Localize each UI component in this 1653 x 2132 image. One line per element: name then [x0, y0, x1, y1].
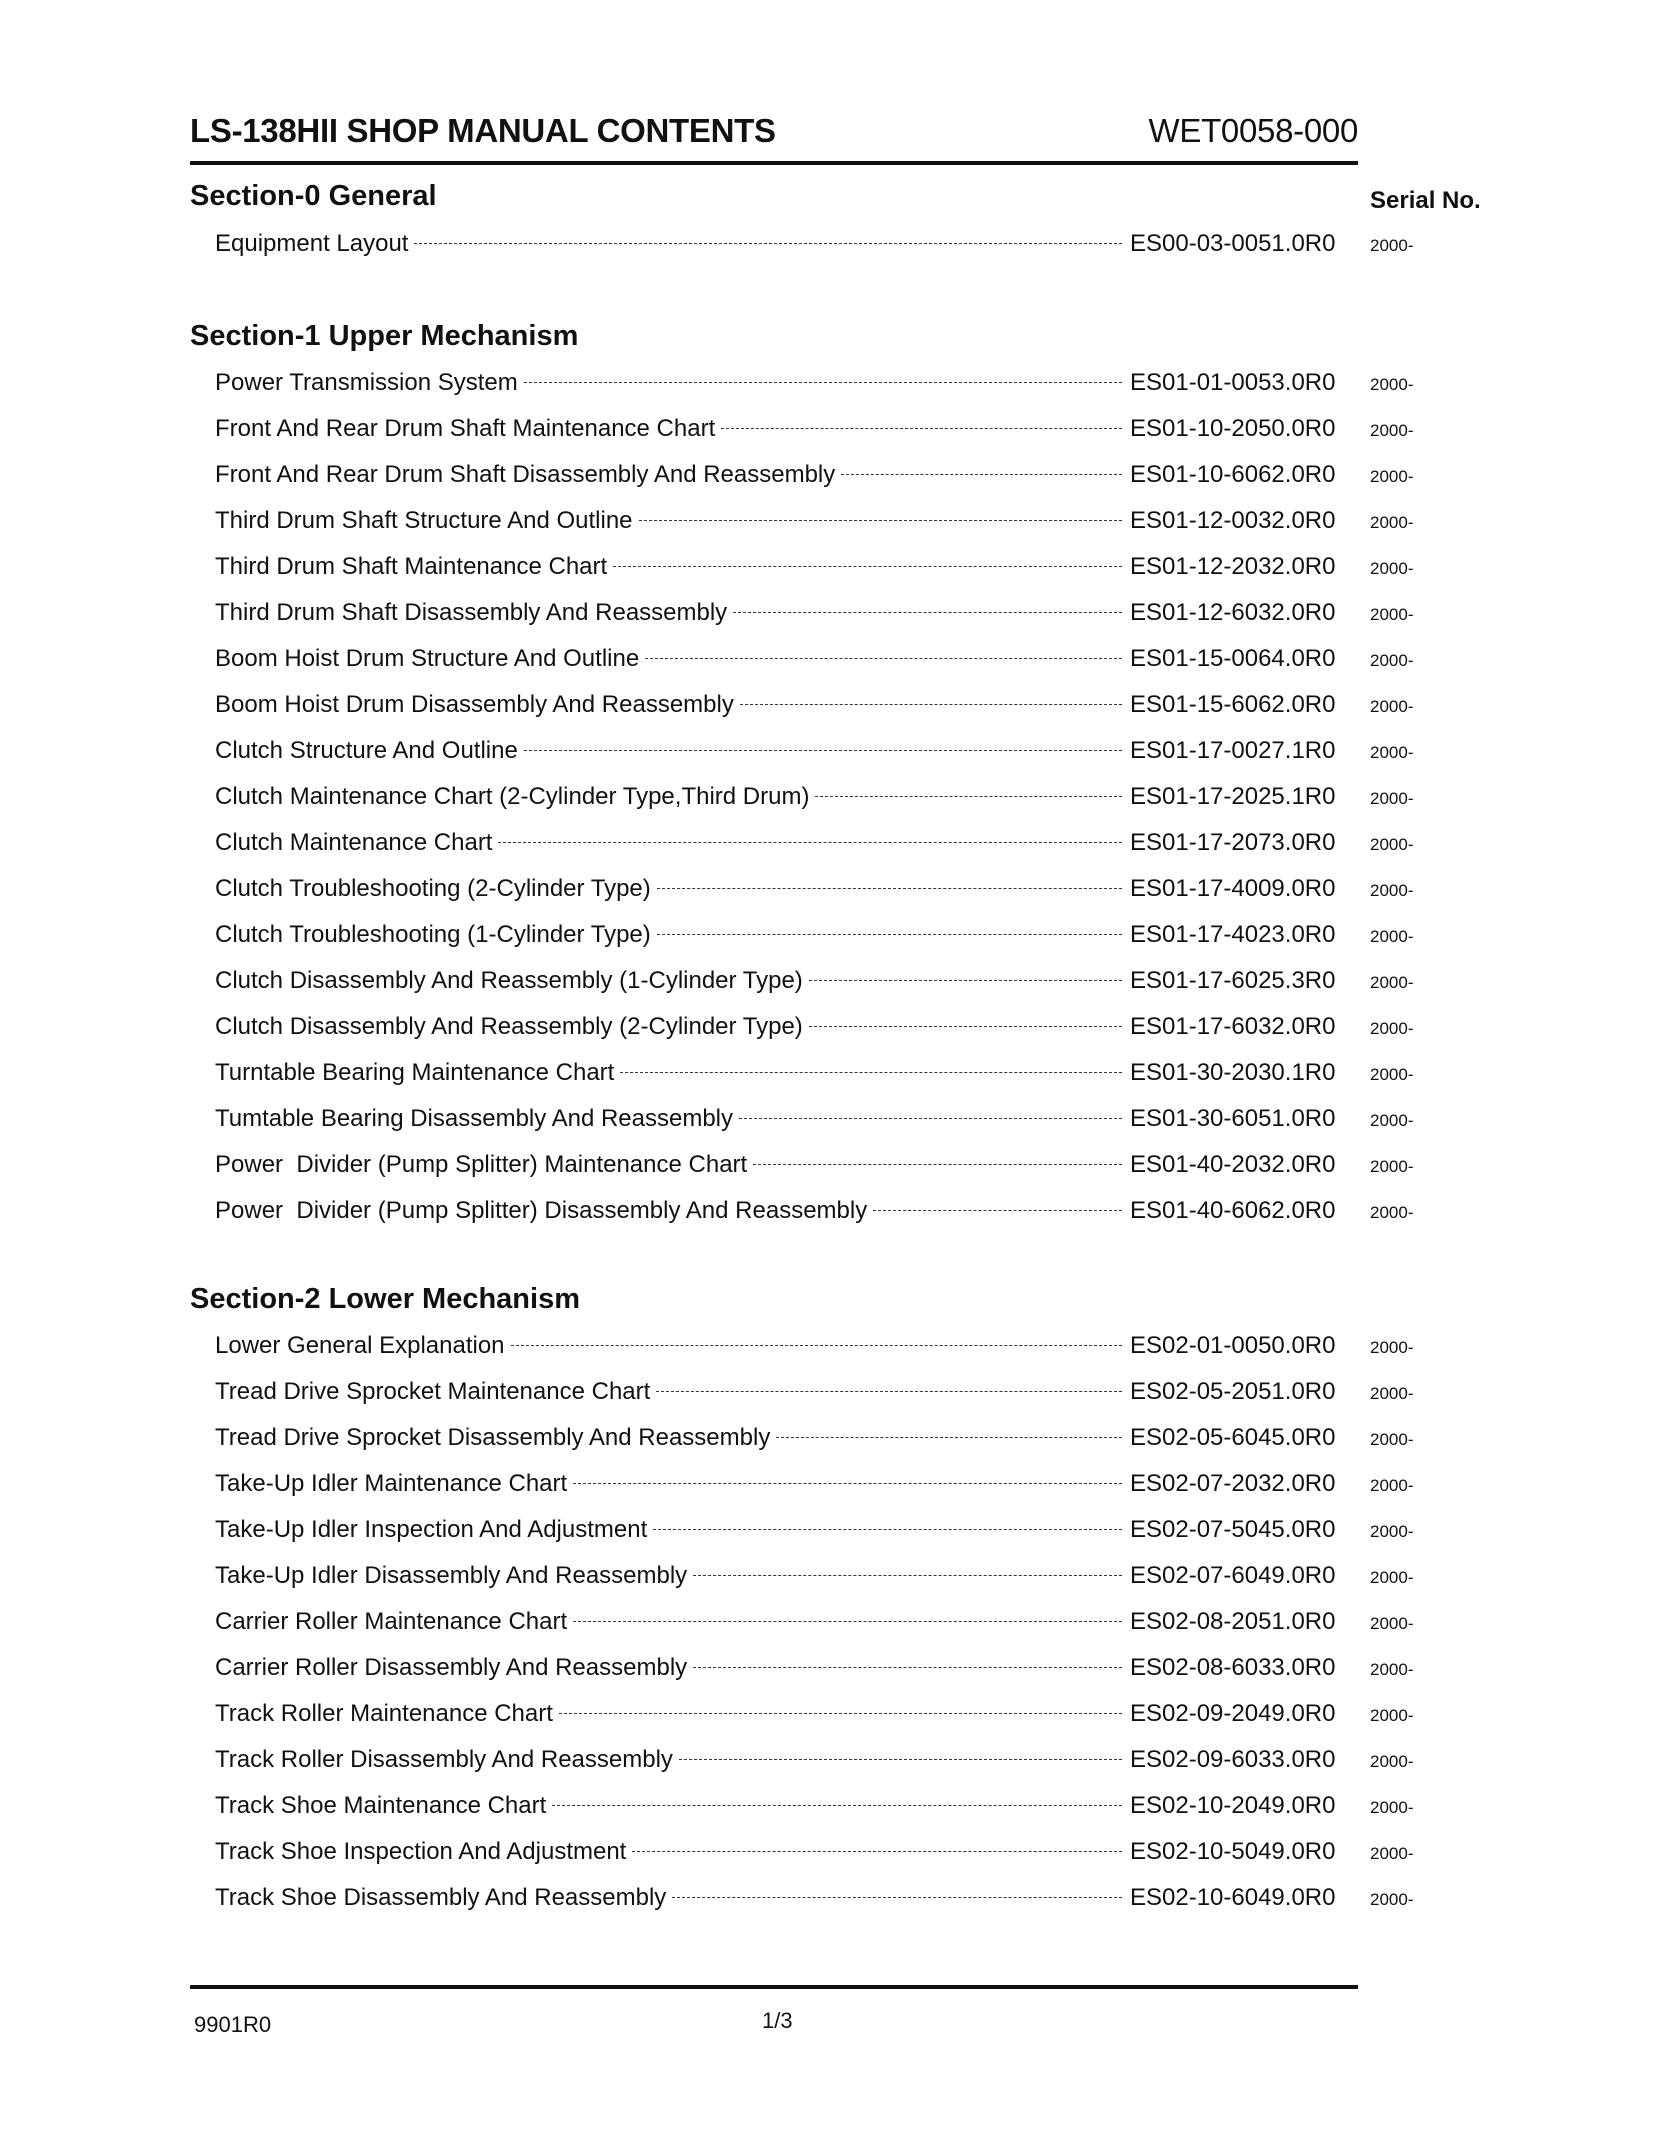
- entry-serial: 2000-: [1370, 697, 1414, 716]
- entry-serial: 2000-: [1370, 651, 1414, 670]
- page-header: [190, 112, 1358, 162]
- entry-title: Carrier Roller Maintenance Chart: [215, 1608, 568, 1635]
- toc-entry: [215, 1792, 1430, 1826]
- entry-title: Clutch Maintenance Chart: [215, 829, 493, 856]
- toc-entry: [215, 875, 1430, 909]
- entry-code: ES02-08-6033.0R0: [1130, 1654, 1336, 1681]
- entry-serial: 2000-: [1370, 1111, 1414, 1130]
- entry-code: ES01-17-2073.0R0: [1130, 829, 1336, 856]
- header-rule: [190, 161, 1358, 165]
- entry-code: ES01-12-0032.0R0: [1130, 507, 1336, 534]
- entry-title: Power Divider (Pump Splitter) Disassembly And Reassembly: [215, 1197, 868, 1224]
- entry-serial: 2000-: [1370, 236, 1414, 255]
- entry-serial: 2000-: [1370, 1019, 1414, 1038]
- entry-title: Boom Hoist Drum Disassembly And Reassembly: [215, 691, 734, 718]
- dot-leader: [573, 1620, 1122, 1622]
- entry-title: Track Shoe Maintenance Chart: [215, 1792, 547, 1819]
- page-title: LS-138HII SHOP MANUAL CONTENTS: [190, 112, 776, 149]
- entry-code: ES01-12-6032.0R0: [1130, 599, 1336, 626]
- toc-entry: [215, 691, 1430, 725]
- entry-serial: 2000-: [1370, 467, 1414, 486]
- entry-serial: 2000-: [1370, 375, 1414, 394]
- entry-serial: 2000-: [1370, 743, 1414, 762]
- dot-leader: [639, 519, 1122, 521]
- entry-code: ES02-09-2049.0R0: [1130, 1700, 1336, 1727]
- toc-entry: [215, 1105, 1430, 1139]
- toc-entry: [215, 507, 1430, 541]
- entry-code: ES02-08-2051.0R0: [1130, 1608, 1336, 1635]
- entry-serial: 2000-: [1370, 1065, 1414, 1084]
- entry-title: Tumtable Bearing Disassembly And Reassembly: [215, 1105, 734, 1132]
- entry-serial: 2000-: [1370, 1157, 1414, 1176]
- dot-leader: [809, 979, 1122, 981]
- entry-serial: 2000-: [1370, 559, 1414, 578]
- document-number: WET0058-000: [1148, 112, 1358, 149]
- entry-code: ES01-17-4009.0R0: [1130, 875, 1336, 902]
- entry-code: ES01-17-0027.1R0: [1130, 737, 1336, 764]
- entry-code: ES01-01-0053.0R0: [1130, 369, 1336, 396]
- entry-code: ES01-10-2050.0R0: [1130, 415, 1336, 442]
- entry-title: Take-Up Idler Maintenance Chart: [215, 1470, 568, 1497]
- entry-code: ES02-05-2051.0R0: [1130, 1378, 1336, 1405]
- dot-leader: [653, 1528, 1122, 1530]
- entry-code: ES01-12-2032.0R0: [1130, 553, 1336, 580]
- dot-leader: [573, 1482, 1122, 1484]
- entry-serial: 2000-: [1370, 605, 1414, 624]
- entry-serial: 2000-: [1370, 1890, 1414, 1909]
- toc-entry: [215, 1838, 1430, 1872]
- entry-title: Lower General Explanation: [215, 1332, 505, 1359]
- entry-title: Tread Drive Sprocket Maintenance Chart: [215, 1378, 651, 1405]
- dot-leader: [809, 1025, 1122, 1027]
- entry-serial: 2000-: [1370, 1752, 1414, 1771]
- dot-leader: [739, 1117, 1122, 1119]
- entry-serial: 2000-: [1370, 1798, 1414, 1817]
- entry-code: ES02-01-0050.0R0: [1130, 1332, 1336, 1359]
- dot-leader: [620, 1071, 1122, 1073]
- entry-code: ES01-17-4023.0R0: [1130, 921, 1336, 948]
- toc-entry: [215, 1013, 1430, 1047]
- entry-code: ES01-40-2032.0R0: [1130, 1151, 1336, 1178]
- section-heading: Section-2 Lower Mechanism: [190, 1283, 580, 1315]
- toc-entry: [215, 1197, 1430, 1231]
- section-heading: Section-0 General: [190, 180, 437, 212]
- entry-title: Front And Rear Drum Shaft Maintenance Chart: [215, 415, 716, 442]
- toc-entry: [215, 1608, 1430, 1642]
- toc-entry: [215, 599, 1430, 633]
- entry-code: ES01-17-6025.3R0: [1130, 967, 1336, 994]
- dot-leader: [613, 565, 1122, 567]
- entry-title: Track Roller Disassembly And Reassembly: [215, 1746, 673, 1773]
- dot-leader: [873, 1209, 1122, 1211]
- entry-serial: 2000-: [1370, 1384, 1414, 1403]
- dot-leader: [693, 1666, 1122, 1668]
- footer-rule: [190, 1985, 1358, 1989]
- dot-leader: [672, 1896, 1122, 1898]
- toc-entry: [215, 1470, 1430, 1504]
- toc-entry: [215, 1746, 1430, 1780]
- toc-entry: [215, 1424, 1430, 1458]
- entry-serial: 2000-: [1370, 421, 1414, 440]
- entry-code: ES02-07-5045.0R0: [1130, 1516, 1336, 1543]
- toc-entry: [215, 1151, 1430, 1185]
- dot-leader: [721, 427, 1122, 429]
- dot-leader: [657, 887, 1122, 889]
- entry-serial: 2000-: [1370, 1203, 1414, 1222]
- entry-serial: 2000-: [1370, 789, 1414, 808]
- dot-leader: [656, 1390, 1122, 1392]
- entry-code: ES02-10-5049.0R0: [1130, 1838, 1336, 1865]
- entry-code: ES01-10-6062.0R0: [1130, 461, 1336, 488]
- entry-title: Track Shoe Inspection And Adjustment: [215, 1838, 627, 1865]
- dot-leader: [498, 841, 1122, 843]
- entry-title: Boom Hoist Drum Structure And Outline: [215, 645, 640, 672]
- entry-title: Third Drum Shaft Maintenance Chart: [215, 553, 608, 580]
- toc-entry: [215, 1516, 1430, 1550]
- toc-entry: [215, 737, 1430, 771]
- entry-title: Carrier Roller Disassembly And Reassembly: [215, 1654, 688, 1681]
- entry-serial: 2000-: [1370, 1568, 1414, 1587]
- entry-serial: 2000-: [1370, 1706, 1414, 1725]
- toc-entry: [215, 921, 1430, 955]
- entry-serial: 2000-: [1370, 1522, 1414, 1541]
- entry-serial: 2000-: [1370, 881, 1414, 900]
- toc-entry: [215, 461, 1430, 495]
- toc-entry: [215, 967, 1430, 1001]
- dot-leader: [753, 1163, 1122, 1165]
- dot-leader: [559, 1712, 1122, 1714]
- entry-title: Take-Up Idler Disassembly And Reassembly: [215, 1562, 688, 1589]
- entry-code: ES02-09-6033.0R0: [1130, 1746, 1336, 1773]
- entry-serial: 2000-: [1370, 835, 1414, 854]
- entry-serial: 2000-: [1370, 1660, 1414, 1679]
- entry-code: ES02-10-2049.0R0: [1130, 1792, 1336, 1819]
- toc-entry: [215, 369, 1430, 403]
- dot-leader: [645, 657, 1122, 659]
- entry-serial: 2000-: [1370, 1430, 1414, 1449]
- entry-code: ES02-07-2032.0R0: [1130, 1470, 1336, 1497]
- entry-title: Clutch Maintenance Chart (2-Cylinder Type,Third Drum): [215, 783, 810, 810]
- dot-leader: [740, 703, 1122, 705]
- dot-leader: [632, 1850, 1122, 1852]
- entry-serial: 2000-: [1370, 1338, 1414, 1357]
- entry-code: ES01-40-6062.0R0: [1130, 1197, 1336, 1224]
- dot-leader: [841, 473, 1122, 475]
- toc-entry: [215, 230, 1430, 264]
- entry-title: Front And Rear Drum Shaft Disassembly And Reassembly: [215, 461, 836, 488]
- toc-entry: [215, 783, 1430, 817]
- entry-serial: 2000-: [1370, 973, 1414, 992]
- toc-entry: [215, 645, 1430, 679]
- serial-column-heading: Serial No.: [1370, 187, 1481, 214]
- entry-title: Track Shoe Disassembly And Reassembly: [215, 1884, 667, 1911]
- entry-code: ES01-15-0064.0R0: [1130, 645, 1336, 672]
- entry-title: Turntable Bearing Maintenance Chart: [215, 1059, 615, 1086]
- entry-title: Equipment Layout: [215, 230, 409, 257]
- toc-entry: [215, 1654, 1430, 1688]
- entry-code: ES02-07-6049.0R0: [1130, 1562, 1336, 1589]
- entry-code: ES02-05-6045.0R0: [1130, 1424, 1336, 1451]
- dot-leader: [776, 1436, 1122, 1438]
- page-number: 1/3: [762, 2008, 793, 2033]
- dot-leader: [511, 1344, 1122, 1346]
- dot-leader: [733, 611, 1122, 613]
- revision-code: 9901R0: [194, 2012, 272, 2037]
- entry-title: Power Divider (Pump Splitter) Maintenance Chart: [215, 1151, 748, 1178]
- toc-entry: [215, 1059, 1430, 1093]
- dot-leader: [657, 933, 1122, 935]
- dot-leader: [552, 1804, 1122, 1806]
- entry-serial: 2000-: [1370, 513, 1414, 532]
- entry-code: ES01-30-6051.0R0: [1130, 1105, 1336, 1132]
- entry-code: ES01-30-2030.1R0: [1130, 1059, 1336, 1086]
- toc-entry: [215, 1332, 1430, 1366]
- toc-entry: [215, 1562, 1430, 1596]
- entry-title: Tread Drive Sprocket Disassembly And Reassembly: [215, 1424, 771, 1451]
- dot-leader: [693, 1574, 1122, 1576]
- toc-entry: [215, 1884, 1430, 1918]
- entry-title: Third Drum Shaft Structure And Outline: [215, 507, 633, 534]
- toc-entry: [215, 829, 1430, 863]
- toc-entry: [215, 1378, 1430, 1412]
- entry-title: Clutch Troubleshooting (2-Cylinder Type): [215, 875, 651, 902]
- section-heading: Section-1 Upper Mechanism: [190, 320, 579, 352]
- entry-code: ES00-03-0051.0R0: [1130, 230, 1336, 257]
- entry-code: ES01-15-6062.0R0: [1130, 691, 1336, 718]
- entry-code: ES01-17-2025.1R0: [1130, 783, 1336, 810]
- dot-leader: [679, 1758, 1122, 1760]
- entry-serial: 2000-: [1370, 1844, 1414, 1863]
- entry-title: Track Roller Maintenance Chart: [215, 1700, 553, 1727]
- toc-entry: [215, 415, 1430, 449]
- dot-leader: [815, 795, 1122, 797]
- entry-code: ES01-17-6032.0R0: [1130, 1013, 1336, 1040]
- dot-leader: [524, 381, 1122, 383]
- entry-title: Take-Up Idler Inspection And Adjustment: [215, 1516, 648, 1543]
- dot-leader: [414, 242, 1122, 244]
- entry-title: Clutch Disassembly And Reassembly (2-Cylinder Type): [215, 1013, 803, 1040]
- entry-title: Clutch Structure And Outline: [215, 737, 518, 764]
- dot-leader: [524, 749, 1122, 751]
- toc-entry: [215, 553, 1430, 587]
- entry-serial: 2000-: [1370, 927, 1414, 946]
- entry-serial: 2000-: [1370, 1614, 1414, 1633]
- entry-title: Clutch Disassembly And Reassembly (1-Cylinder Type): [215, 967, 803, 994]
- entry-code: ES02-10-6049.0R0: [1130, 1884, 1336, 1911]
- entry-serial: 2000-: [1370, 1476, 1414, 1495]
- entry-title: Third Drum Shaft Disassembly And Reassembly: [215, 599, 728, 626]
- toc-entry: [215, 1700, 1430, 1734]
- entry-title: Power Transmission System: [215, 369, 518, 396]
- entry-title: Clutch Troubleshooting (1-Cylinder Type): [215, 921, 651, 948]
